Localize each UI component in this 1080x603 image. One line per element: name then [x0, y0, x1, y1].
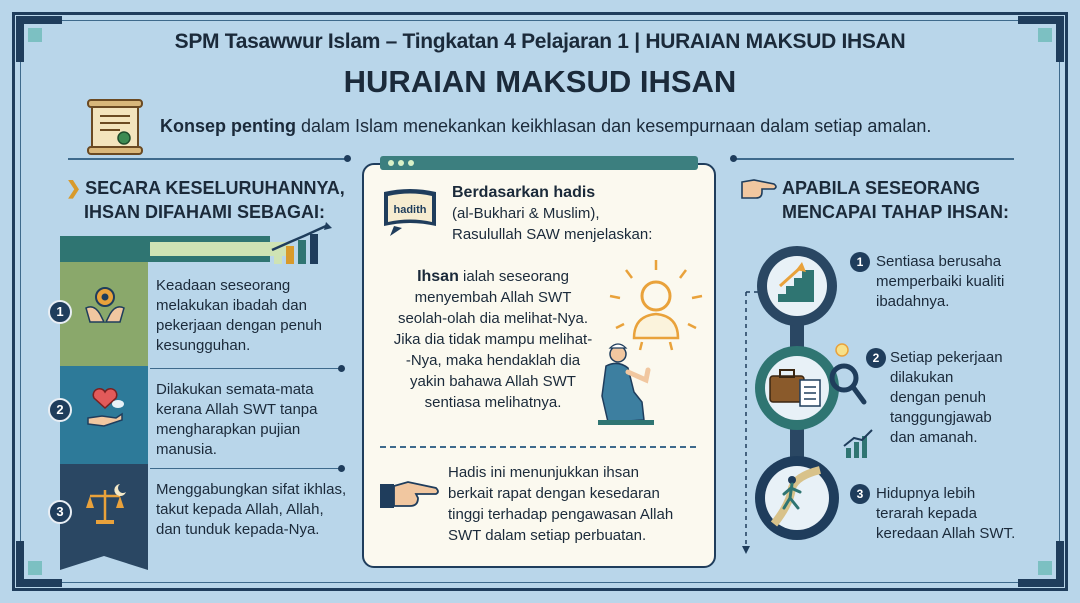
item-2-panel	[60, 366, 148, 464]
gear-hands-icon	[82, 280, 128, 326]
item-number: 1	[850, 252, 870, 272]
growth-bars-icon	[270, 222, 342, 264]
chevron-right-icon: ❯	[66, 178, 82, 198]
scroll-icon	[84, 96, 146, 158]
right-item-text: Hidupnya lebih terarah kepada keredaan Allah SWT.	[876, 485, 1016, 542]
item-number: 1	[48, 300, 72, 324]
left-heading: ❯ SECARA KESELURUHANNYA, IHSAN DIFAHAMI SEBAGAI:	[66, 178, 345, 222]
separator	[150, 368, 342, 369]
intro-text: Konsep penting dalam Islam menekankan keikhlasan dan kesempurnaan dalam setiap amalan.	[160, 116, 932, 136]
item-number: 2	[866, 348, 886, 368]
chart-icon	[842, 428, 876, 460]
dashed-divider	[380, 446, 696, 448]
ribbon-highlight	[150, 242, 290, 256]
right-item-text: Setiap pekerjaan dilakukan dengan penuh tanggungjawab dan amanah.	[890, 349, 1003, 446]
right-item-text: Sentiasa berusaha memperbaiki kualiti ibadahnya.	[876, 253, 1005, 310]
heart-hand-icon	[82, 384, 128, 430]
divider	[68, 158, 348, 160]
hadith-quote: Ihsan ialah seseorang menyembah Allah SWT seolah-olah dia melihat-Nya. Jika dia tidak mampu melihat- -Nya, maka hendaklah dia yakin bahawa Allah SWT sentiasa melihatnya.	[393, 268, 593, 411]
corner-ornament	[16, 541, 62, 587]
divider-dot	[730, 155, 737, 162]
item-number: 3	[850, 484, 870, 504]
lightbulb-icon	[818, 340, 874, 410]
corner-ornament	[1018, 541, 1064, 587]
right-heading: APABILA SESEORANG MENCAPAI TAHAP IHSAN:	[782, 178, 1010, 222]
card-title-bar	[380, 156, 698, 170]
separator	[150, 468, 342, 469]
pointing-hand-icon	[378, 476, 440, 512]
left-item-text: Keadaan seseorang melakukan ibadah dan pekerjaan dengan penuh kesungguhan.	[156, 277, 322, 354]
item-number: 3	[48, 500, 72, 524]
left-item-text: Dilakukan semata-mata kerana Allah SWT tanpa mengharapkan pujian manusia.	[156, 381, 318, 458]
hadith-source: Berdasarkan hadis (al-Bukhari & Muslim), Rasulullah SAW menjelaskan:	[452, 184, 653, 243]
divider-dot	[344, 155, 351, 162]
left-item-text: Menggabungkan sifat ikhlas, takut kepada Allah, Allah, dan tunduk kepada-Nya.	[156, 481, 347, 538]
divider	[734, 158, 1014, 160]
item-number: 2	[48, 398, 72, 422]
scale-moon-icon	[82, 482, 128, 528]
ribbon-tail	[60, 540, 148, 570]
item-1-panel	[60, 262, 148, 366]
top-title: SPM Tasawwur Islam – Tingkatan 4 Pelajaran 1 | HURAIAN MAKSUD IHSAN	[174, 30, 906, 53]
praying-person-icon	[588, 340, 666, 428]
hadith-note: Hadis ini menunjukkan ihsan berkait rapat dengan kesedaran tinggi terhadap pengawasan Allah SWT dalam setiap perbuatan.	[448, 464, 674, 544]
page-title: HURAIAN MAKSUD IHSAN	[343, 64, 737, 99]
svg-text:hadith: hadith	[393, 204, 427, 216]
hadith-book-icon	[380, 186, 440, 238]
